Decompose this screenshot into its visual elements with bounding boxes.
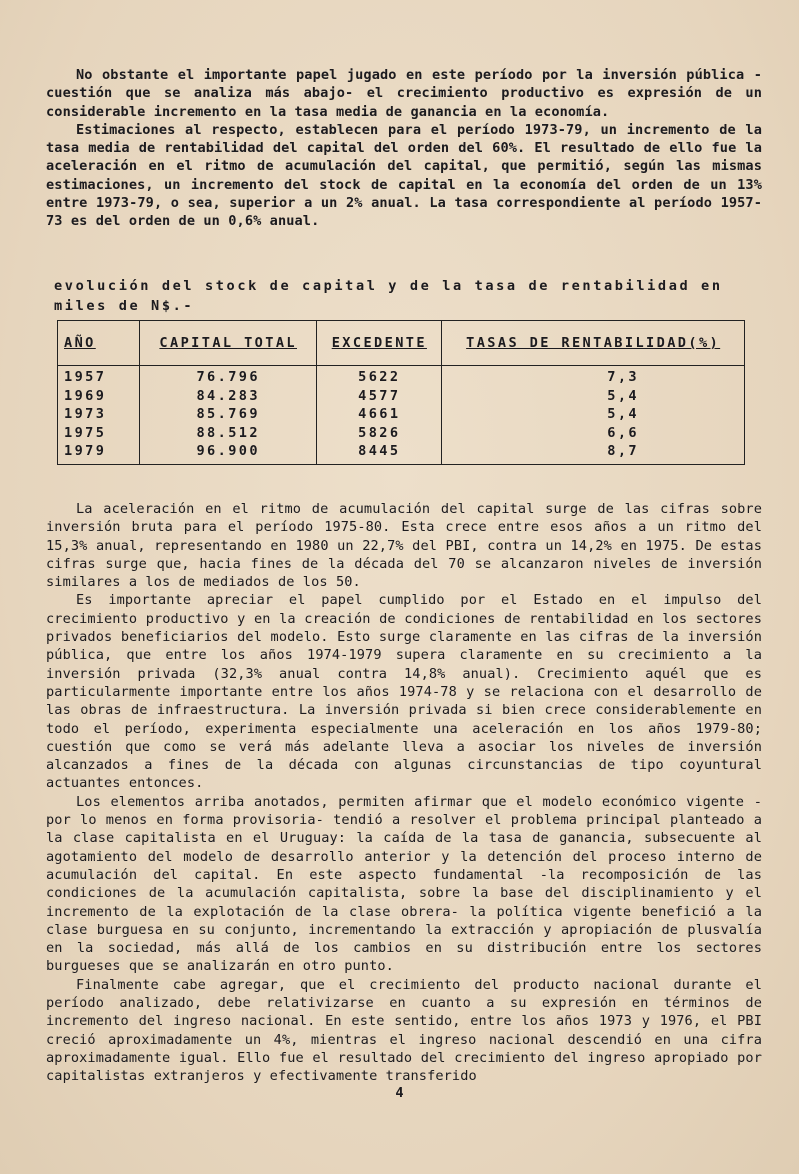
table-row [58, 442, 745, 464]
header-year: AÑO [58, 321, 140, 366]
cell-excedente: 5622 [317, 366, 442, 387]
cell-tasa: 7,3 [442, 366, 745, 387]
cell-capital: 84.283 [140, 387, 317, 406]
paragraph: Estimaciones al respecto, establecen para el período 1973-79, un incremento de la tasa media de rentabilidad del capital del orden del 60%. El resultado de ello fue la aceleración en el ritmo de acumulación del capital, que permitió, según las mismas estimaciones, un incremento del stock de capital en la economía del orden de un 13% entre 1973-79, o sea, superior a un 2% anual. La tasa correspondiente al período 1957-73 es del orden de un 0,6% anual. [46, 121, 762, 230]
cell-capital: 76.796 [140, 366, 317, 387]
cell-tasa: 5,4 [442, 405, 745, 424]
paragraph: La aceleración en el ritmo de acumulación del capital surge de las cifras sobre inversión bruta para el período 1975-80. Esta crece entre esos años a un ritmo del 15,3% anual, representando en 1980 un 22,7% del PBI, contra un 14,2% en 1975. De estas cifras surge que, hacia fines de la década del 70 se alcanzaron niveles de inversión similares a los de mediados de los 50. [46, 501, 762, 591]
header-excedente: EXCEDENTE [317, 321, 442, 366]
paragraph: Es importante apreciar el papel cumplido por el Estado en el impulso del crecimiento productivo y en la creación de condiciones de rentabilidad en los sectores privados beneficiarios del modelo. Esto surge claramente en las cifras de la inversión pública, que entre los años 1974-1979 supera claramente en su crecimiento a la inversión privada (32,3% anual contra 14,8% anual). Crecimiento aquél que es particularmente importante entre los años 1974-78 y se relaciona con el desarrollo de las obras de infraestructura. La inversión privada si bien crece considerablemente en todo el período, experimenta especialmente una aceleración en los años 1979-80; cuestión que como se verá más adelante lleva a asociar los niveles de inversión alcanzados a fines de la década con algunas circunstancias de tipo coyuntural actuantes entonces. [46, 592, 762, 792]
table-header-row [58, 321, 745, 366]
page-number: 4 [395, 1085, 404, 1101]
cell-excedente: 4661 [317, 405, 442, 424]
capital-stock-table [57, 320, 745, 465]
cell-capital: 85.769 [140, 405, 317, 424]
cell-tasa: 5,4 [442, 387, 745, 406]
cell-capital: 96.900 [140, 442, 317, 464]
cell-year: 1979 [58, 442, 140, 464]
cell-excedente: 5826 [317, 424, 442, 443]
table-row [58, 387, 745, 406]
cell-year: 1973 [58, 405, 140, 424]
cell-year: 1975 [58, 424, 140, 443]
cell-excedente: 8445 [317, 442, 442, 464]
cell-year: 1969 [58, 387, 140, 406]
intro-section [46, 66, 762, 231]
paragraph: Los elementos arriba anotados, permiten afirmar que el modelo económico vigente -por lo menos en forma provisoria- tendió a resolver el problema principal planteado a la clase capitalista en el Uruguay: la caída de la tasa de ganancia, subsecuente al agotamiento del modelo de desarrollo anterior y la detención del proceso interno de acumulación del capital. En este aspecto fundamental -la recomposición de las condiciones de la acumulación capitalista, sobre la base del disciplinamiento y el incremento de la explotación de la clase obrera- la política vigente benefició a la clase burguesa en su conjunto, incrementando la extracción y apropiación de plusvalía en la sociedad, más allá de los cambios en su distribución entre los sectores burgueses que se analizarán en otro punto. [46, 793, 762, 975]
header-tasas: TASAS DE RENTABILIDAD(%) [442, 321, 745, 366]
cell-excedente: 4577 [317, 387, 442, 406]
cell-capital: 88.512 [140, 424, 317, 443]
table-row [58, 424, 745, 443]
table-row [58, 366, 745, 387]
cell-tasa: 6,6 [442, 424, 745, 443]
table-row [58, 405, 745, 424]
paragraph: No obstante el importante papel jugado en este período por la inversión pública -cuestión que se analiza más abajo- el crecimiento productivo es expresión de un considerable incremento en la tasa media de ganancia en la economía. [46, 67, 762, 120]
cell-year: 1957 [58, 366, 140, 387]
paragraph: Finalmente cabe agregar, que el crecimiento del producto nacional durante el período analizado, debe relativizarse en cuanto a su expresión en términos de incremento del ingreso nacional. En este sentido, entre los años 1973 y 1976, el PBI creció aproximadamente un 4%, mientras el ingreso nacional descendió en una cifra aproximadamente igual. Ello fue el resultado del crecimiento del ingreso apropiado por capitalistas extranjeros y efectivamente transferido [46, 976, 762, 1085]
cell-tasa: 8,7 [442, 442, 745, 464]
table-title: evolución del stock de capital y de la tasa de rentabilidad en miles de N$.- [54, 278, 723, 314]
body-section [46, 500, 762, 1086]
header-capital: CAPITAL TOTAL [140, 321, 317, 366]
